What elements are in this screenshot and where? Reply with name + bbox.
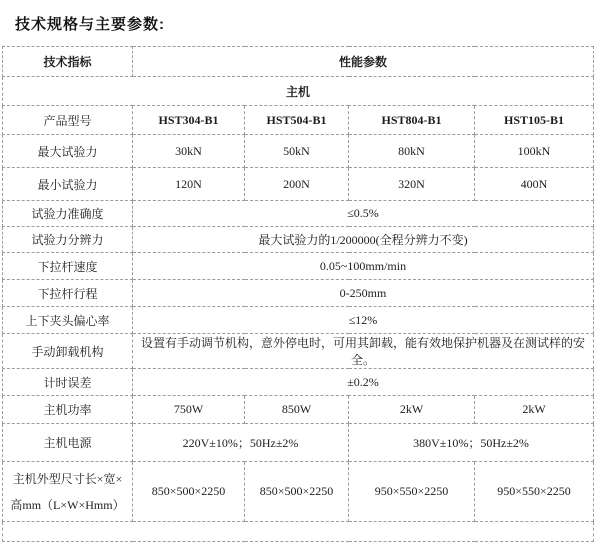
power-value-2: 2kW <box>349 396 475 424</box>
speed-value: 0.05~100mm/min <box>133 253 594 280</box>
row-label-min-force: 最小试验力 <box>3 168 133 201</box>
header-performance: 性能参数 <box>133 47 594 77</box>
row-label-eccentricity: 上下夹头偏心率 <box>3 307 133 334</box>
eccentricity-value: ≤12% <box>133 307 594 334</box>
supply-value-1: 380V±10%；50Hz±2% <box>349 424 594 462</box>
stroke-value: 0-250mm <box>133 280 594 307</box>
page-title: 技术规格与主要参数: <box>15 16 165 33</box>
row-label-accuracy: 试验力准确度 <box>3 201 133 227</box>
power-value-3: 2kW <box>475 396 594 424</box>
table-row-dimensions <box>3 462 594 522</box>
min-force-value-0: 120N <box>133 168 245 201</box>
dimensions-value-1: 850×500×2250 <box>245 462 349 522</box>
table-row-section-host <box>3 77 594 106</box>
row-label-speed: 下拉杆速度 <box>3 253 133 280</box>
table-row-accuracy <box>3 201 594 227</box>
table-row-eccentricity <box>3 307 594 334</box>
row-label-stroke: 下拉杆行程 <box>3 280 133 307</box>
min-force-value-1: 200N <box>245 168 349 201</box>
table-row-model <box>3 106 594 135</box>
power-value-0: 750W <box>133 396 245 424</box>
table-row-supply <box>3 424 594 462</box>
product-model-value-0: HST304-B1 <box>133 106 245 135</box>
max-force-value-2: 80kN <box>349 135 475 168</box>
table-row-resolution <box>3 227 594 253</box>
table-row-max-force <box>3 135 594 168</box>
dimensions-value-3: 950×550×2250 <box>475 462 594 522</box>
product-model-value-2: HST804-B1 <box>349 106 475 135</box>
header-tech-index: 技术指标 <box>3 47 133 77</box>
table-row-header <box>3 47 594 77</box>
min-force-value-2: 320N <box>349 168 475 201</box>
table-row-partial <box>3 522 594 542</box>
row-label-resolution: 试验力分辨力 <box>3 227 133 253</box>
row-label-max-force: 最大试验力 <box>3 135 133 168</box>
max-force-value-3: 100kN <box>475 135 594 168</box>
timing-error-value: ±0.2% <box>133 369 594 396</box>
power-value-1: 850W <box>245 396 349 424</box>
resolution-value: 最大试验力的1/200000(全程分辨力不变) <box>133 227 594 253</box>
table-row-speed <box>3 253 594 280</box>
product-model-value-1: HST504-B1 <box>245 106 349 135</box>
row-label-product-model: 产品型号 <box>3 106 133 135</box>
max-force-value-1: 50kN <box>245 135 349 168</box>
dimensions-value-2: 950×550×2250 <box>349 462 475 522</box>
table-row-power <box>3 396 594 424</box>
supply-value-0: 220V±10%；50Hz±2% <box>133 424 349 462</box>
max-force-value-0: 30kN <box>133 135 245 168</box>
product-model-value-3: HST105-B1 <box>475 106 594 135</box>
section-host-label: 主机 <box>3 77 594 106</box>
table-row-stroke <box>3 280 594 307</box>
partial-row-cell <box>3 522 594 542</box>
dimensions-value-0: 850×500×2250 <box>133 462 245 522</box>
table-row-min-force <box>3 168 594 201</box>
table-row-timing-error <box>3 369 594 396</box>
row-label-manual-unload: 手动卸载机构 <box>3 334 133 369</box>
min-force-value-3: 400N <box>475 168 594 201</box>
row-label-timing-error: 计时误差 <box>3 369 133 396</box>
manual-unload-value: 设置有手动调节机构，意外停电时，可用其卸载，能有效地保护机器及在测试样的安全。 <box>133 334 594 369</box>
row-label-power: 主机功率 <box>3 396 133 424</box>
row-label-dimensions: 主机外型尺寸长×宽×高mm（L×W×Hmm） <box>3 462 133 522</box>
table-row-manual-unload <box>3 334 594 369</box>
spec-table <box>2 46 594 542</box>
accuracy-value: ≤0.5% <box>133 201 594 227</box>
row-label-supply: 主机电源 <box>3 424 133 462</box>
